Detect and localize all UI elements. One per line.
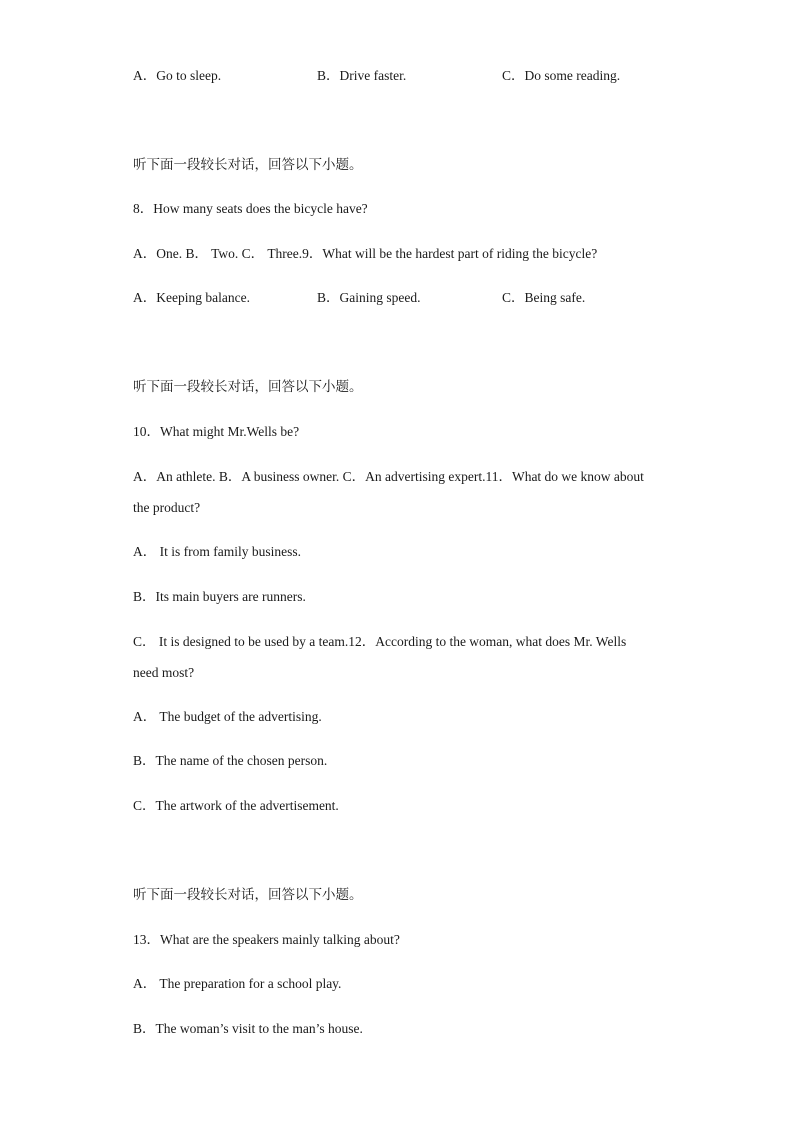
q13-option-b: B．The woman’s visit to the man’s house. <box>133 1021 363 1036</box>
q13-question: 13．What are the speakers mainly talking about? <box>133 932 400 947</box>
section-instruction-1: 听下面一段较长对话，回答以下小题。 <box>133 157 363 173</box>
q12-option-a: A． The budget of the advertising. <box>133 709 322 724</box>
q7-option-b: B．Drive faster. <box>317 68 407 83</box>
q10-options-and-q11-question: A．An athlete. B．A business owner. C．An advertising expert.11．What do we know about the product? <box>133 469 644 515</box>
q10-question: 10．What might Mr.Wells be? <box>133 424 300 439</box>
q11-option-c-and-q12-question: C． It is designed to be used by a team.12．According to the woman, what does Mr. Wells need most? <box>133 634 627 680</box>
q9-option-a: A．Keeping balance. <box>133 290 250 305</box>
q7-option-c: C．Do some reading. <box>502 68 621 83</box>
q12-option-b: B．The name of the chosen person. <box>133 753 328 768</box>
q12-option-c: C．The artwork of the advertisement. <box>133 798 339 813</box>
q8-question: 8．How many seats does the bicycle have? <box>133 201 368 216</box>
section-instruction-3: 听下面一段较长对话，回答以下小题。 <box>133 887 363 903</box>
q11-option-a: A． It is from family business. <box>133 544 301 559</box>
section-instruction-2: 听下面一段较长对话，回答以下小题。 <box>133 379 363 395</box>
q9-option-c: C．Being safe. <box>502 290 586 305</box>
q13-option-a: A． The preparation for a school play. <box>133 976 342 991</box>
q11-option-b: B．Its main buyers are runners. <box>133 589 306 604</box>
q8-options-and-q9-question: A．One. B． Two. C． Three.9．What will be the hardest part of riding the bicycle? <box>133 246 598 261</box>
q7-option-a: A．Go to sleep. <box>133 68 222 83</box>
q9-option-b: B．Gaining speed. <box>317 290 421 305</box>
